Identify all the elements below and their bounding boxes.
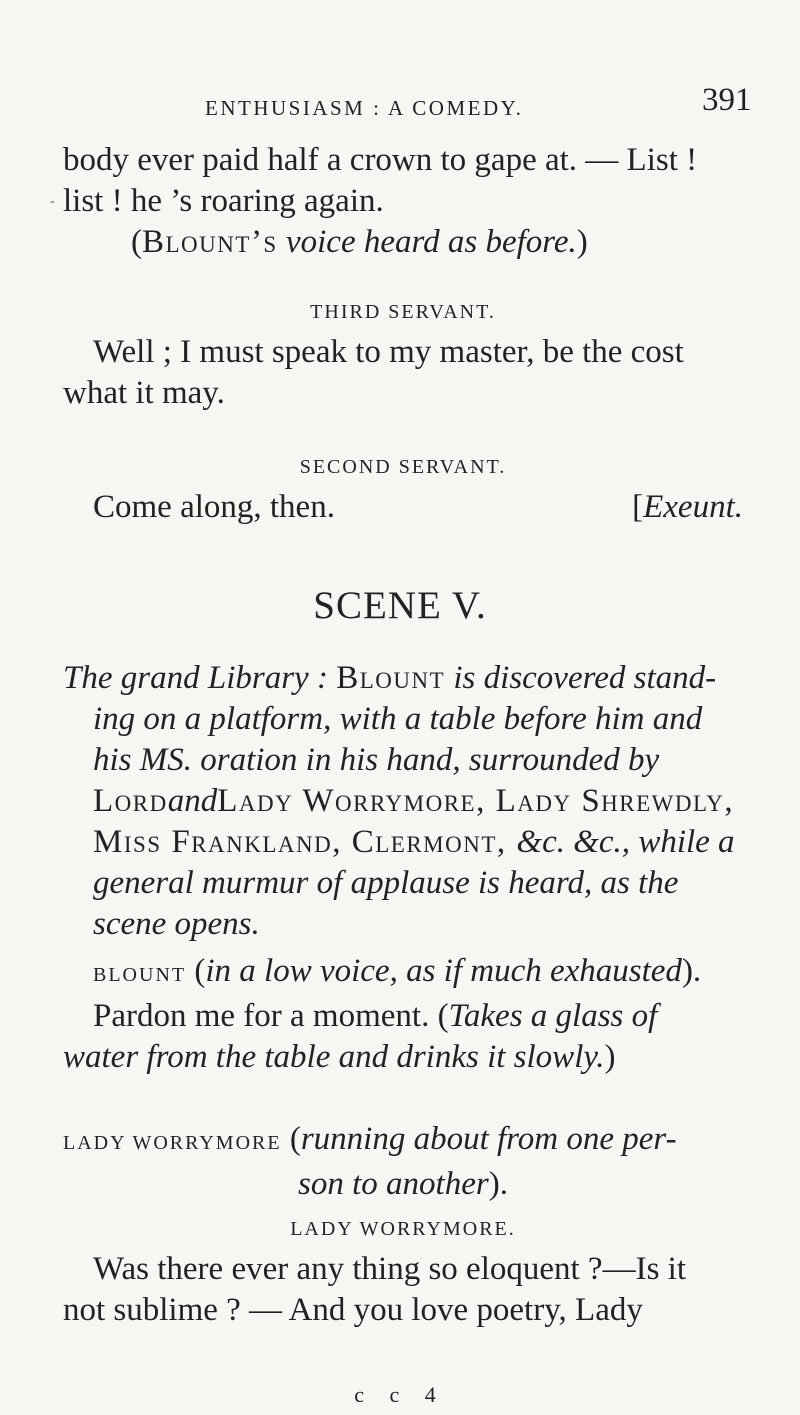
scene-heading: SCENE V. [313, 584, 487, 627]
running-title: ENTHUSIASM : A COMEDY. [205, 96, 524, 120]
stage-direction-line: (Blount’s voice heard as before.) [131, 224, 588, 260]
page-header [0, 82, 800, 122]
dialogue-continuation [63, 140, 743, 263]
text-line: general murmur of applause is heard, as the [93, 865, 679, 901]
exeunt-direction: [Exeunt. [632, 489, 743, 525]
speaker-heading: LADY WORRYMORE. [290, 1218, 516, 1240]
speaker-heading: THIRD SERVANT. [310, 301, 496, 323]
signature-mark: c c 4 [354, 1382, 446, 1407]
text-line: water from the table and drinks it slowly.) [63, 1039, 616, 1075]
text-line: BLOUNT (in a low voice, as if much exhausted). [93, 953, 702, 989]
text-line: body ever paid half a crown to gape at. — List ! [63, 142, 698, 178]
third-servant-speech [63, 292, 743, 414]
blount-speech [63, 951, 743, 1078]
text-line: Well ; I must speak to my master, be the cost [93, 334, 684, 370]
text-line: his MS. oration in his hand, surrounded by [93, 742, 660, 778]
scene-stage-direction [63, 658, 743, 945]
text-line: ing on a platform, with a table before him and [93, 701, 703, 737]
speaker-name: BLOUNT [93, 964, 187, 986]
text-line: what it may. [63, 375, 225, 411]
text-line: not sublime ? — And you love poetry, Lady [63, 1292, 643, 1328]
speaker-name: LADY WORRYMORE [63, 1132, 282, 1154]
text-line: Was there ever any thing so eloquent ?—Is it [93, 1251, 687, 1287]
text-line: Pardon me for a moment. (Takes a glass of [93, 998, 658, 1034]
text-line: The grand Library : Blount is discovered stand- [63, 660, 717, 696]
page-number: 391 [702, 82, 752, 118]
character-name: Blount’s [142, 224, 278, 260]
text-line: son to another). [298, 1166, 508, 1202]
text-line: list ! he ’s roaring again. [63, 183, 384, 219]
lady-worrymore-speech [63, 1209, 743, 1331]
margin-mark: - [50, 194, 55, 209]
text-line: scene opens. [93, 906, 260, 942]
second-servant-speech [63, 447, 743, 528]
text-line: LordandLady Worrymore, Lady Shrewdly, [93, 783, 735, 819]
text-line: Miss Frankland, Clermont, &c. &c., while a [93, 824, 735, 860]
text-line: LADY WORRYMORE (running about from one per- [63, 1121, 677, 1157]
speaker-heading: SECOND SERVANT. [299, 456, 507, 478]
lady-worrymore-direction [63, 1119, 743, 1205]
text-line: Come along, then. [Exeunt. [63, 487, 743, 528]
